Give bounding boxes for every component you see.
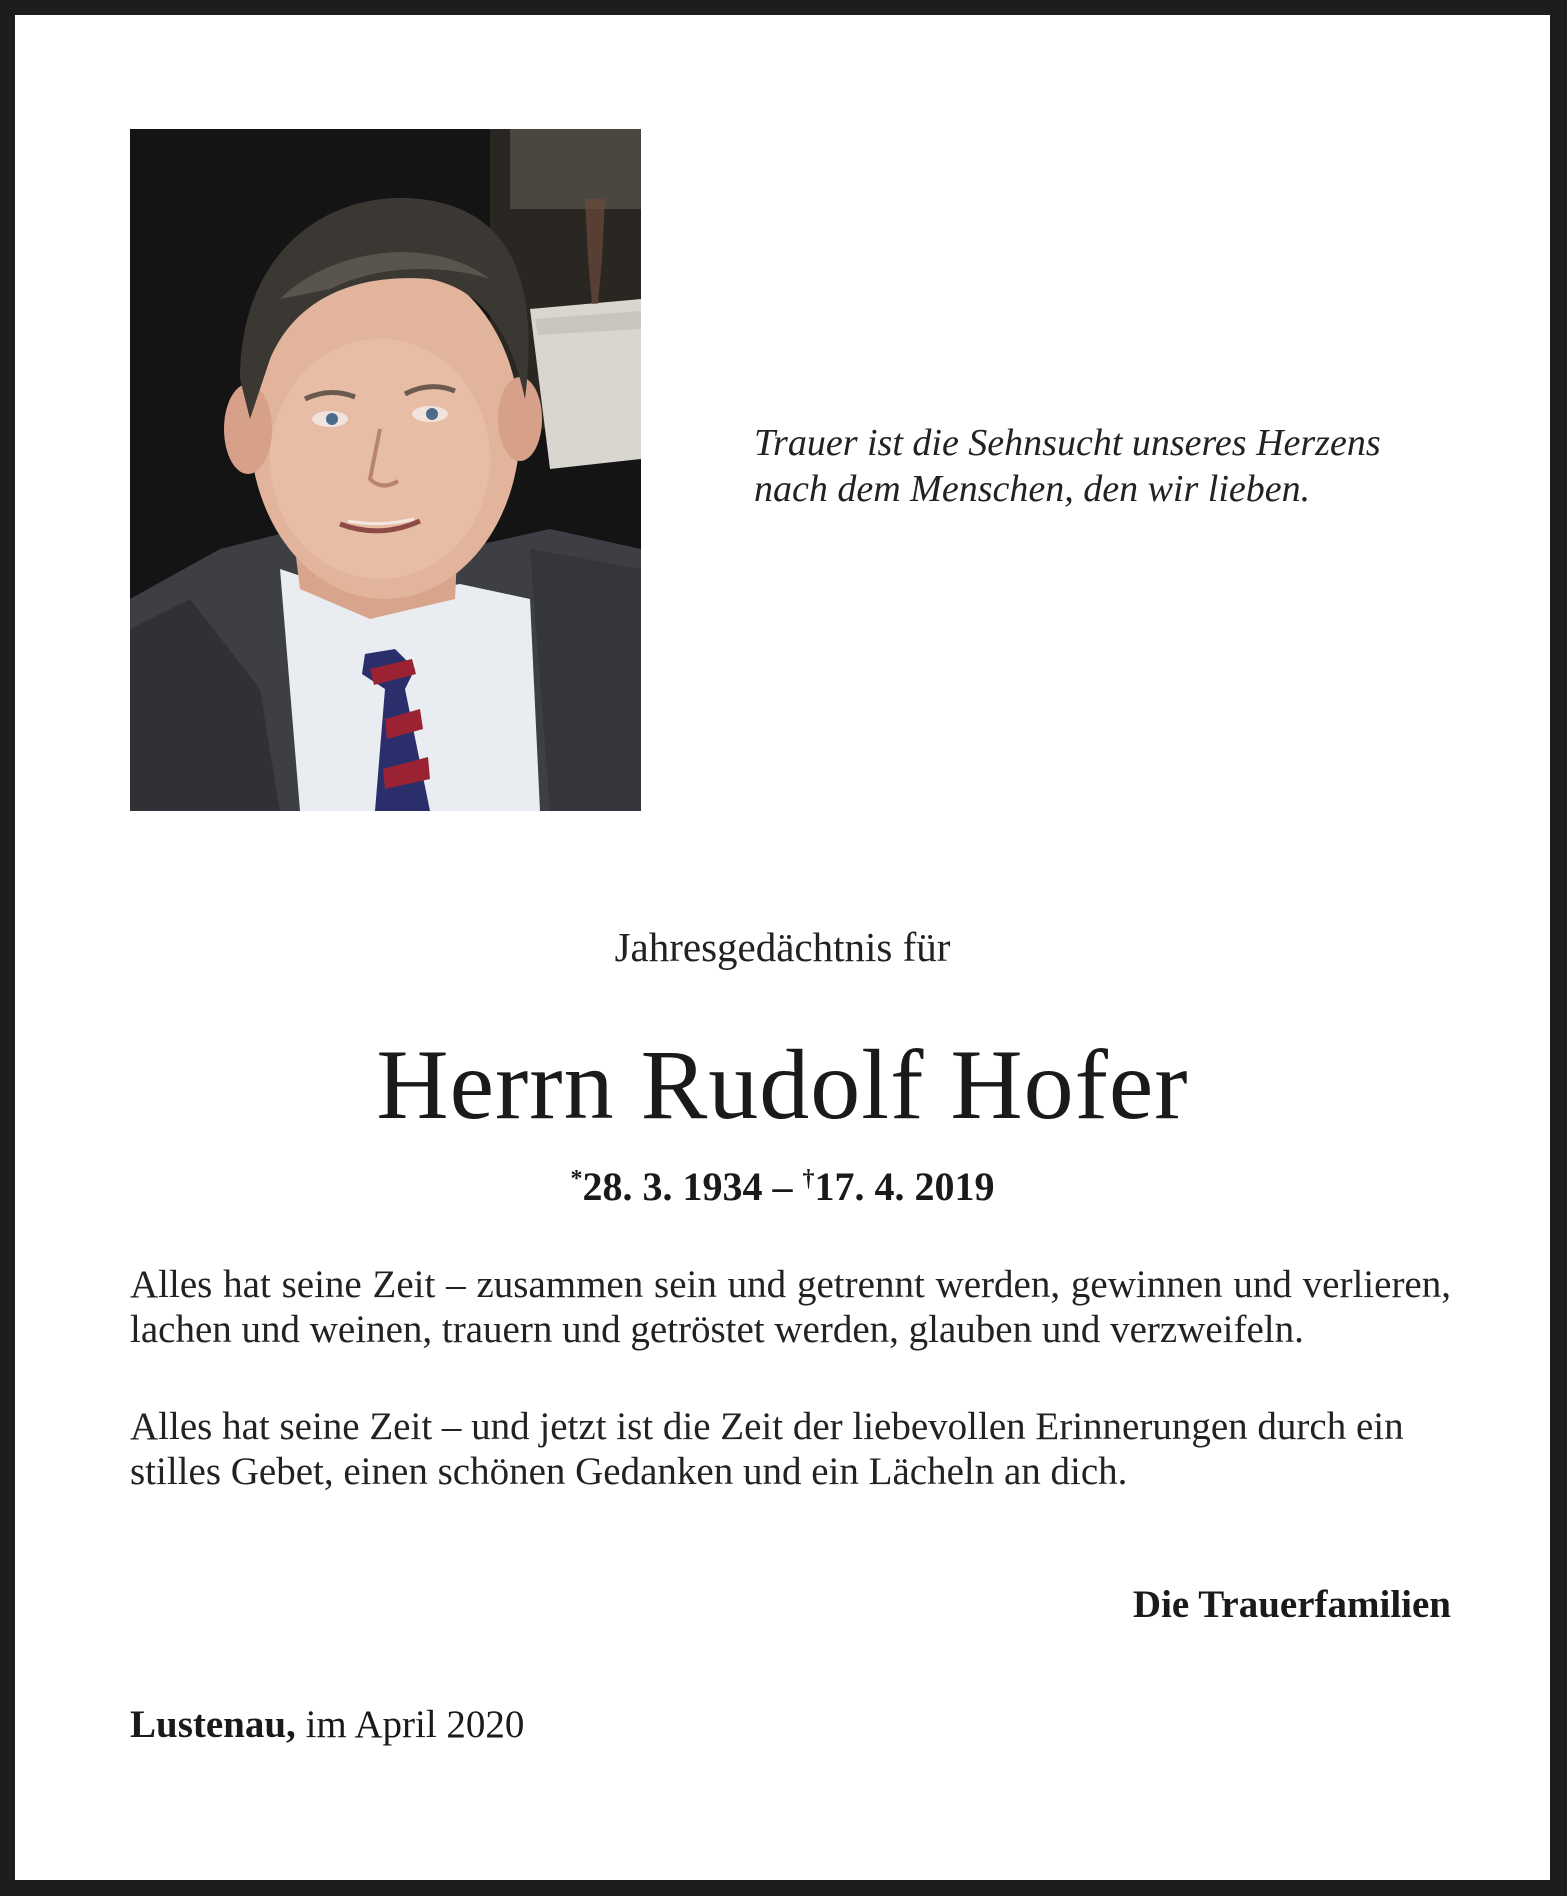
birth-symbol: * <box>570 1166 583 1192</box>
obituary-card <box>15 15 1550 1880</box>
quote-line-1: Trauer ist die Sehnsucht unseres Herzens <box>754 422 1381 464</box>
signature: Die Trauerfamilien <box>1132 1583 1451 1626</box>
memorial-paragraph-1: Alles hat seine Zeit – zusammen sein und getrennt werden, gewinnen und verlieren, lachen und weinen, trauern und getröstet werden, glauben und verzweifeln. <box>130 1263 1451 1351</box>
birth-date: 28. 3. 1934 <box>582 1164 763 1209</box>
place-date: im April 2020 <box>295 1703 525 1746</box>
death-date: 17. 4. 2019 <box>814 1164 995 1209</box>
deceased-name: Herrn Rudolf Hofer <box>376 1029 1189 1140</box>
quote-line-2: nach dem Menschen, den wir lieben. <box>754 468 1311 510</box>
portrait-photo <box>130 129 641 811</box>
memorial-subtitle: Jahresgedächtnis für <box>614 924 951 970</box>
death-symbol: † <box>802 1166 815 1192</box>
place-and-date <box>130 1702 524 1747</box>
date-separator: – <box>762 1164 803 1209</box>
life-dates <box>15 1163 1550 1210</box>
memorial-quote <box>754 420 1474 512</box>
place-city: Lustenau, <box>130 1703 296 1746</box>
memorial-paragraph-2: Alles hat seine Zeit – und jetzt ist die Zeit der liebevollen Erinnerungen durch ein stilles Gebet, einen schönen Gedanken und ein Lächeln an dich. <box>130 1405 1404 1493</box>
